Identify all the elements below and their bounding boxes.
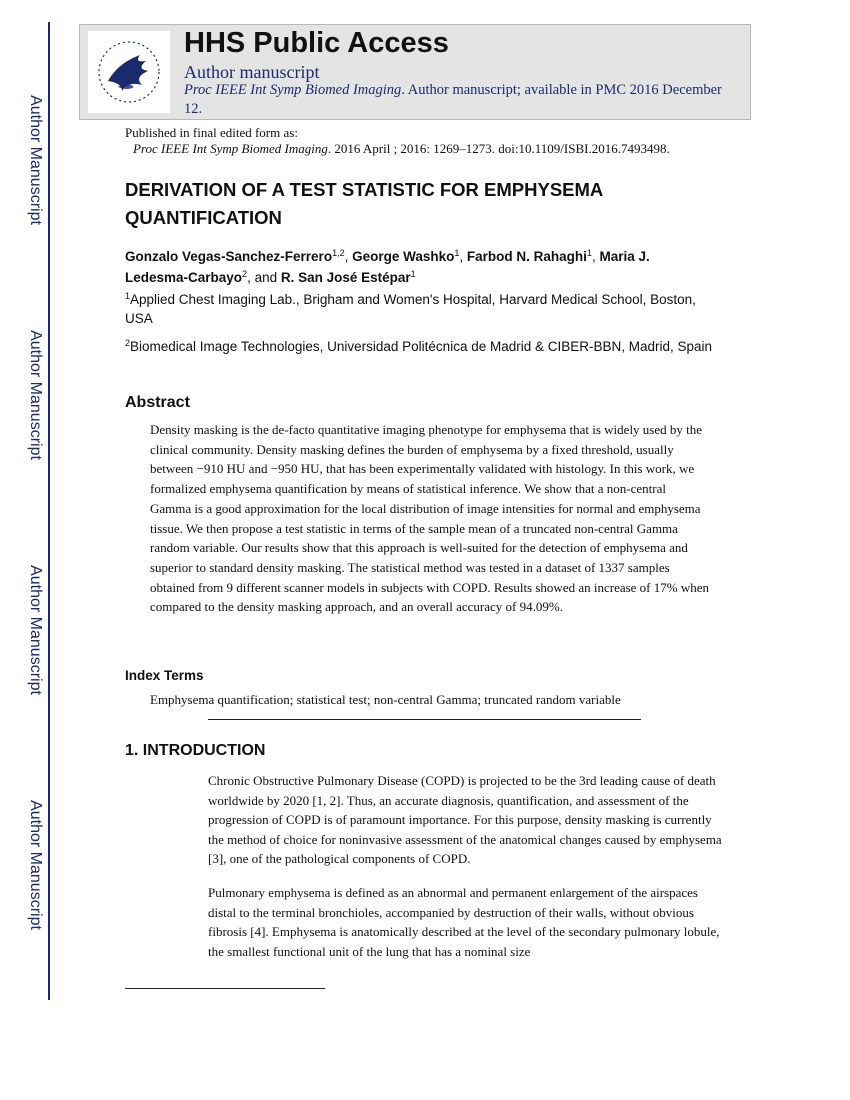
final-citation [133, 141, 670, 157]
author-affiliation-mark: 2 [242, 269, 248, 279]
sidebar-label: Author Manuscript [27, 565, 44, 695]
author-name: George Washko [352, 249, 455, 264]
affiliation [125, 290, 725, 328]
affiliation-text: Applied Chest Imaging Lab., Brigham and Women's Hospital, Harvard Medical School, Boston, USA [125, 292, 696, 326]
introduction-heading: 1. INTRODUCTION [125, 742, 266, 759]
index-terms-heading: Index Terms [125, 668, 204, 683]
author-affiliation-mark: 1 [454, 248, 460, 258]
hhs-eagle-logo-icon [88, 31, 170, 113]
author-separator: , [459, 249, 467, 264]
section-divider [208, 719, 641, 720]
affiliation-text: Biomedical Image Technologies, Universidad Politécnica de Madrid & CIBER-BBN, Madrid, Spain [130, 339, 713, 354]
author-name: Farbod N. Rahaghi [466, 249, 587, 264]
author-separator: , [344, 249, 353, 264]
abstract-heading: Abstract [125, 394, 190, 411]
sidebar-label: Author Manuscript [27, 330, 44, 460]
journal-name: Proc IEEE Int Symp Biomed Imaging [133, 141, 328, 156]
availability-text: . Author manuscript; available in PMC 2016 December 12. [184, 82, 722, 117]
author-name: Maria J. Ledesma-Carbayo [125, 249, 650, 285]
author-separator: , and [247, 270, 281, 285]
affiliation-mark: 1 [125, 291, 131, 301]
hhs-header [79, 24, 751, 120]
paper-title: DERIVATION OF A TEST STATISTIC FOR EMPHYSEMA QUANTIFICATION [125, 179, 603, 228]
author-list [125, 246, 715, 288]
author-affiliation-mark: 1 [586, 248, 592, 258]
header-subtitle: Author manuscript [184, 62, 320, 82]
author-affiliation-mark: 1 [410, 269, 416, 279]
sidebar-label: Author Manuscript [27, 95, 44, 225]
published-label: Published in final edited form as: [125, 125, 298, 140]
footnote-rule [125, 988, 325, 989]
sidebar-label: Author Manuscript [27, 800, 44, 930]
sidebar-divider [48, 22, 50, 1000]
body-paragraph: Chronic Obstructive Pulmonary Disease (COPD) is projected to be the 3rd leading cause of death worldwide by 2020 [1, 2]. Thus, an accurate diagnosis, quantification, and assessment of the progression of COPD is of paramount importance. For this purpose, density masking is currently the method of choice for noninvasive assessment of the anatomical changes caused by emphysema [3], one of the pathological components of COPD. [208, 773, 722, 867]
author-separator: , [591, 249, 600, 264]
index-terms-text: Emphysema quantification; statistical test; non-central Gamma; truncated random variable [150, 692, 621, 707]
author-name: Gonzalo Vegas-Sanchez-Ferrero [125, 249, 333, 264]
author-affiliation-mark: 1,2 [332, 248, 345, 258]
affiliation [125, 337, 725, 356]
header-citation [184, 81, 724, 119]
header-title: HHS Public Access [184, 27, 449, 59]
journal-name: Proc IEEE Int Symp Biomed Imaging [184, 82, 402, 98]
author-name: R. San José Estépar [280, 270, 411, 285]
abstract-text: Density masking is the de-facto quantitative imaging phenotype for emphysema that is widely used by the clinical community. Density masking defines the burden of emphysema by a fixed threshold, usually between −910 HU and −950 HU, that has been experimentally validated with histology. In this work, we formalized emphysema quantification by means of statistical inference. We show that a non-central Gamma is a good approximation for the local distribution of image intensities for normal and emphysema tissue. We then propose a test statistic in terms of the sample mean of a truncated non-central Gamma random variable. Our results show that this approach is well-suited for the detection of emphysema and superior to standard density masking. The statistical method was tested in a dataset of 1337 samples obtained from 9 different scanner models in subjects with COPD. Results showed an increase of 17% when compared to the density masking approach, and an overall accuracy of 94.09%. [150, 422, 709, 615]
affiliation-mark: 2 [125, 338, 131, 348]
citation-details: . 2016 April ; 2016: 1269–1273. doi:10.1109/ISBI.2016.7493498. [327, 141, 670, 156]
body-paragraph: Pulmonary emphysema is defined as an abnormal and permanent enlargement of the airspaces distal to the terminal bronchioles, accompanied by destruction of their walls, without obvious fibrosis [4]. Emphysema is anatomically described at the level of the secondary pulmonary lobule, the smallest functional unit of the lung that has a nominal size [208, 885, 720, 959]
